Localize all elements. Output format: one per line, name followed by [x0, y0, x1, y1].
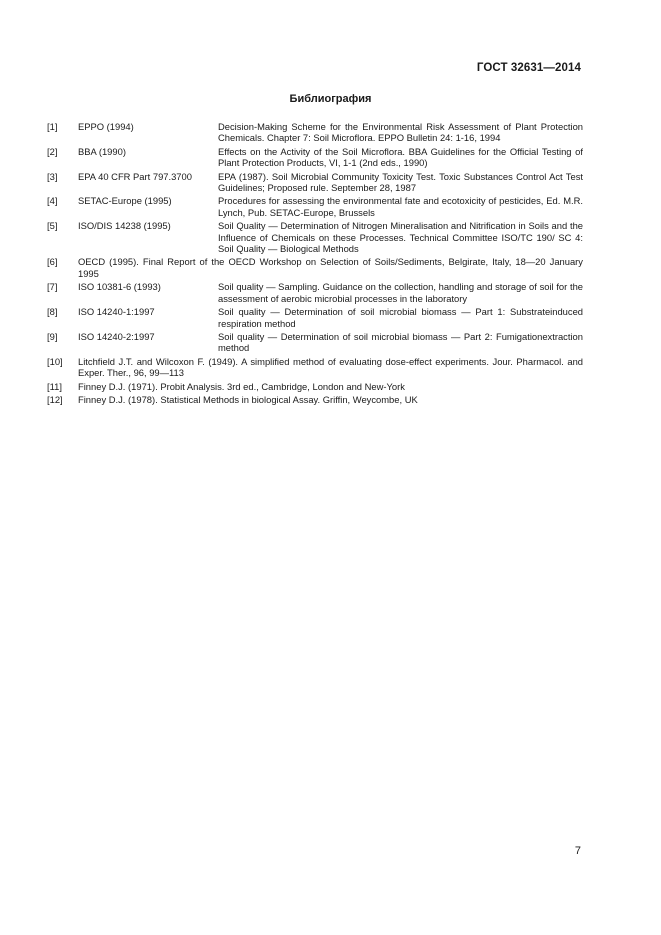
- reference-item: [47, 381, 583, 392]
- reference-number: [10]: [47, 355, 63, 367]
- reference-description: Soil Quality — Determination of Nitrogen Mineralisation and Nitrification in Soils and the Influence of Chemicals on these Processes. Technical Committee ISO/TC 190/ SC 4: Soil Quality — Biological Methods: [218, 220, 583, 255]
- reference-number: [2]: [47, 145, 58, 157]
- reference-description: Finney D.J. (1978). Statistical Methods in biological Assay. Griffin, Weycombe, UK: [78, 393, 418, 405]
- reference-source: SETAC-Europe (1995): [78, 195, 172, 207]
- reference-item: [47, 171, 583, 194]
- reference-description: Litchfield J.T. and Wilcoxon F. (1949). A simplified method of evaluating dose-effect experiments. Jour. Pharmacol. and Exper. Ther., 96, 99—113: [78, 355, 583, 379]
- reference-description: Effects on the Activity of the Soil Microflora. BBA Guidelines for the Official Testing of Plant Protection Products, VI, 1-1 (2nd eds., 1990): [218, 145, 583, 169]
- reference-number: [9]: [47, 330, 58, 342]
- reference-item: [47, 195, 583, 218]
- reference-number: [6]: [47, 256, 58, 268]
- reference-description: Soil quality — Determination of soil microbial biomass — Part 2: Fumigationextraction method: [218, 330, 583, 354]
- reference-number: [3]: [47, 170, 58, 182]
- reference-source: EPA 40 CFR Part 797.3700: [78, 170, 192, 182]
- reference-description: OECD (1995). Final Report of the OECD Workshop on Selection of Soils/Sediments, Belgirate, Italy, 18—20 January 1995: [78, 256, 583, 279]
- reference-description: Soil quality — Sampling. Guidance on the collection, handling and storage of soil for the assessment of aerobic microbial processes in the laboratory: [218, 281, 583, 304]
- reference-item: [47, 356, 583, 379]
- reference-description: Soil quality — Determination of soil microbial biomass — Part 1: Substrateinduced respiration method: [218, 306, 583, 329]
- reference-source: ISO 14240-2:1997: [78, 330, 155, 342]
- reference-item: [47, 281, 583, 304]
- reference-number: [12]: [47, 393, 63, 405]
- reference-item: [47, 306, 583, 329]
- page-number: 7: [574, 845, 581, 857]
- reference-number: [1]: [47, 121, 58, 132]
- reference-number: [8]: [47, 306, 58, 318]
- reference-description: Finney D.J. (1971). Probit Analysis. 3rd ed., Cambridge, London and New-York: [78, 380, 405, 392]
- reference-number: [7]: [47, 281, 58, 293]
- reference-number: [5]: [47, 220, 58, 232]
- reference-source: EPPO (1994): [78, 121, 134, 132]
- reference-item: [47, 256, 583, 279]
- reference-item: [47, 394, 583, 405]
- reference-item: [47, 331, 583, 354]
- reference-source: ISO 14240-1:1997: [78, 306, 155, 318]
- reference-source: ISO/DIS 14238 (1995): [78, 220, 171, 232]
- document-header-standard: ГОСТ 32631—2014: [476, 62, 581, 74]
- reference-source: ISO 10381-6 (1993): [78, 281, 161, 293]
- reference-item: [47, 121, 583, 144]
- reference-description: Decision-Making Scheme for the Environmental Risk Assessment of Plant Protection Chemicals. Chapter 7: Soil Microflora. EPPO Bulletin 24: 1-16, 1994: [218, 121, 583, 144]
- reference-item: [47, 220, 583, 254]
- bibliography-list: [47, 121, 583, 407]
- reference-number: [11]: [47, 380, 62, 392]
- reference-item: [47, 146, 583, 169]
- reference-description: Procedures for assessing the environmental fate and ecotoxicity of pesticides, Ed. M.R. Lynch, Pub. SETAC-Europe, Brussels: [218, 195, 583, 218]
- bibliography-title: Библиография: [289, 93, 372, 105]
- reference-description: EPA (1987). Soil Microbial Community Toxicity Test. Toxic Substances Control Act Test Guidelines; Proposed rule. September 28, 1987: [218, 170, 583, 194]
- reference-source: BBA (1990): [78, 145, 126, 157]
- reference-number: [4]: [47, 195, 58, 207]
